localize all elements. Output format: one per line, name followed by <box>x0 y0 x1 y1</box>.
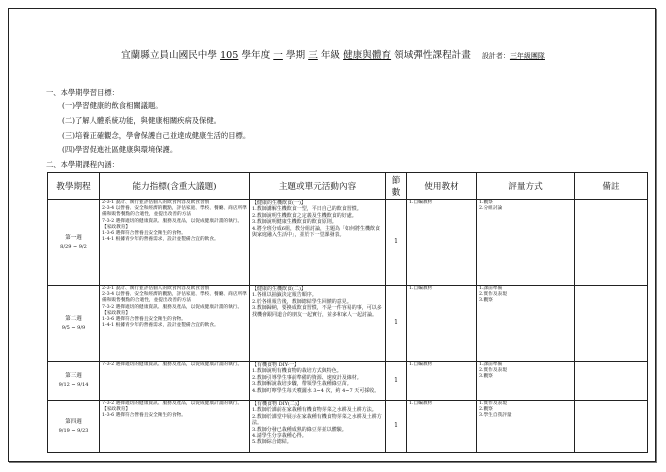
goal-2: (二)了解人體系統功能，與健康相關疾病及保健。 <box>62 116 221 125</box>
header-periods: 節數 <box>386 173 407 200</box>
periods-cell: 1 <box>386 200 407 286</box>
indicators-cell: 2-3-1 說計、執行並評估個人的飲食內容及飲食習慣 2-3-4 以營養、安全和經濟的觀點，評估家庭、學校、餐廳、商店所準備和販售餐點的合適性，並提出改善的方法 7-3-2 選擇適切的健康資訊、服務及產品，以促成健康計畫的執行。 【家政教育】 1-3-6 選擇符合營養且安全衛生的食物。 1-4-1 根據青少年的營養需求，設計並製備合宜的飲食。 <box>100 200 250 286</box>
table-row <box>48 200 648 286</box>
section2-heading: 二、本學期課程內涵： <box>46 160 119 169</box>
school-year-unit: 學年度 <box>241 50 271 61</box>
week-cell <box>48 200 100 286</box>
course-table <box>47 172 648 453</box>
week-date: 9/5 ~ 9/9 <box>61 324 86 331</box>
semester: 一 <box>273 50 283 61</box>
table-header-row <box>48 173 648 200</box>
notes-cell <box>575 200 648 286</box>
week-date: 9/12 ~ 9/14 <box>58 382 89 388</box>
week-cell <box>48 286 100 362</box>
week-label: 第二週 <box>65 315 82 322</box>
notes-cell <box>575 362 648 401</box>
header-indicators: 能力指標(含重大議題) <box>100 173 250 200</box>
grade: 三 <box>308 50 318 61</box>
table-row <box>48 401 648 453</box>
subject: 健康與體育 <box>343 50 392 61</box>
week-label: 第四週 <box>65 418 82 425</box>
designer-name: 三年級團隊 <box>509 52 545 60</box>
notes-cell <box>575 401 648 453</box>
plan-name: 領域彈性課程計畫 <box>394 50 471 61</box>
week-cell <box>48 401 100 453</box>
header-notes: 備註 <box>575 173 648 200</box>
theme-cell: 【健康的生機飲食(二)】 1.各組以抽籤決定報告順序。 2.於各組報告後，教師總結學生回饋的意見。 3.教師歸納，要換成飲食習慣，不是一件容易的事，可以多找機會跟同道合的朋友一起實行，並多和家人一起討論。 <box>250 286 386 362</box>
school-year: 105 <box>220 50 239 61</box>
indicators-cell: 7-3-2 選擇適切的健康資訊、服務及產品，以促成健康計畫的執行。 【家政教育】 1-3-6 選擇符合營養且安全衛生的食物。 <box>100 401 250 453</box>
week-cell <box>48 362 100 401</box>
assessment-cell: 1.實作及表現 2.觀察 3.學生自我評量 <box>477 401 575 453</box>
header-week: 教學期程 <box>48 173 100 200</box>
week-date: 8/29 ~ 9/2 <box>60 243 87 250</box>
indicators-cell: 2-3-1 說計、執行並評估個人的飲食內容及飲食習慣 2-3-4 以營養、安全和經濟的觀點，評估家庭、學校、餐廳、商店所準備和販售餐點的合適性，並提出改善的方法 7-3-2 選擇適切的健康資訊、服務及產品，以促成健康計畫的執行。 【家政教育】 1-3-6 選擇符合營養且安全衛生的食物。 1-4-1 根據青少年的營養需求，設計並製備合宜的飲食。 <box>100 286 250 362</box>
table-row <box>48 286 648 362</box>
theme-cell: 【健康的生機飲食(一)】 1.教師講解生機飲食一型，平日自己的飲食習慣。 2.教師說明生機飲食之定義及生機飲食的好處。 3.教師說明健康生機飲食的飲食原則。 4.將全班分成6組，教分組討論，主題為「如何將生機飲食與家庭融入生活中」，並於下一堂課發表。 <box>250 200 386 286</box>
plan-title <box>0 47 666 61</box>
theme-cell: 【有機食物 DIY(二)】 1.教師於課前在家栽種有機食物芽菜之水耕及土耕方法。 2.教師於課堂中展示在家栽種有機食物芽菜之水耕及土耕方法。 3.教師分發已栽種成熟的綠豆芽並以體驗。 4.請學生分享栽種心得。 5.教師綜合總結。 <box>250 401 386 453</box>
periods-cell: 1 <box>386 286 407 362</box>
grade-unit: 年級 <box>320 50 341 61</box>
week-label: 第一週 <box>65 234 82 241</box>
materials-cell: 1.自編教材 <box>407 401 477 453</box>
theme-cell: 【有機食物 DIY-一】 1.教師說明有機食物的栽培方式與特色。 2.教師引導學生事前準備的資源、速度計及線材。 3.教師解說栽培步驟，帶領學生栽種綠豆苗。 4.教師叮嚀學生每天噴灑水 3~4 次，約 4~7 天可採收。 <box>250 362 386 401</box>
header-assessment: 評量方式 <box>477 173 575 200</box>
materials-cell: 1.自編教材 <box>407 362 477 401</box>
table-row <box>48 362 648 401</box>
assessment-cell: 1.課前準備 2.實作及表現 3.觀察 <box>477 286 575 362</box>
week-label: 第三週 <box>65 373 82 379</box>
periods-cell: 1 <box>386 401 407 453</box>
school-name: 宜蘭縣立員山國民中學 <box>121 50 217 61</box>
materials-cell: 1.自編教材 <box>407 200 477 286</box>
designer <box>482 52 545 60</box>
week-date: 9/19 ~ 9/23 <box>58 427 89 434</box>
periods-cell: 1 <box>386 362 407 401</box>
header-theme: 主題或單元活動內容 <box>250 173 386 200</box>
designer-label: 設計者： <box>481 52 510 60</box>
goal-3: (三)培養正確觀念，學會保護自己並達成健康生活的目標。 <box>62 131 251 140</box>
goal-1: (一)學習健康的飲食相關議題。 <box>62 101 163 110</box>
goal-4: (四)學習促進社區健康與環境保護。 <box>62 145 178 154</box>
section1-heading: 一、本學期學習目標： <box>46 88 119 97</box>
materials-cell: 1.自編教材 <box>407 286 477 362</box>
assessment-cell: 1.觀察 2.分組討論 <box>477 200 575 286</box>
semester-unit: 學期 <box>285 50 306 61</box>
indicators-cell: 7-3-2 選擇適切的健康資訊、服務及產品，以促成健康計畫的執行。 <box>100 362 250 401</box>
header-materials: 使用教材 <box>407 173 477 200</box>
assessment-cell: 1.課前準備 2.實作及表現 3.觀察 <box>477 362 575 401</box>
notes-cell <box>575 286 648 362</box>
